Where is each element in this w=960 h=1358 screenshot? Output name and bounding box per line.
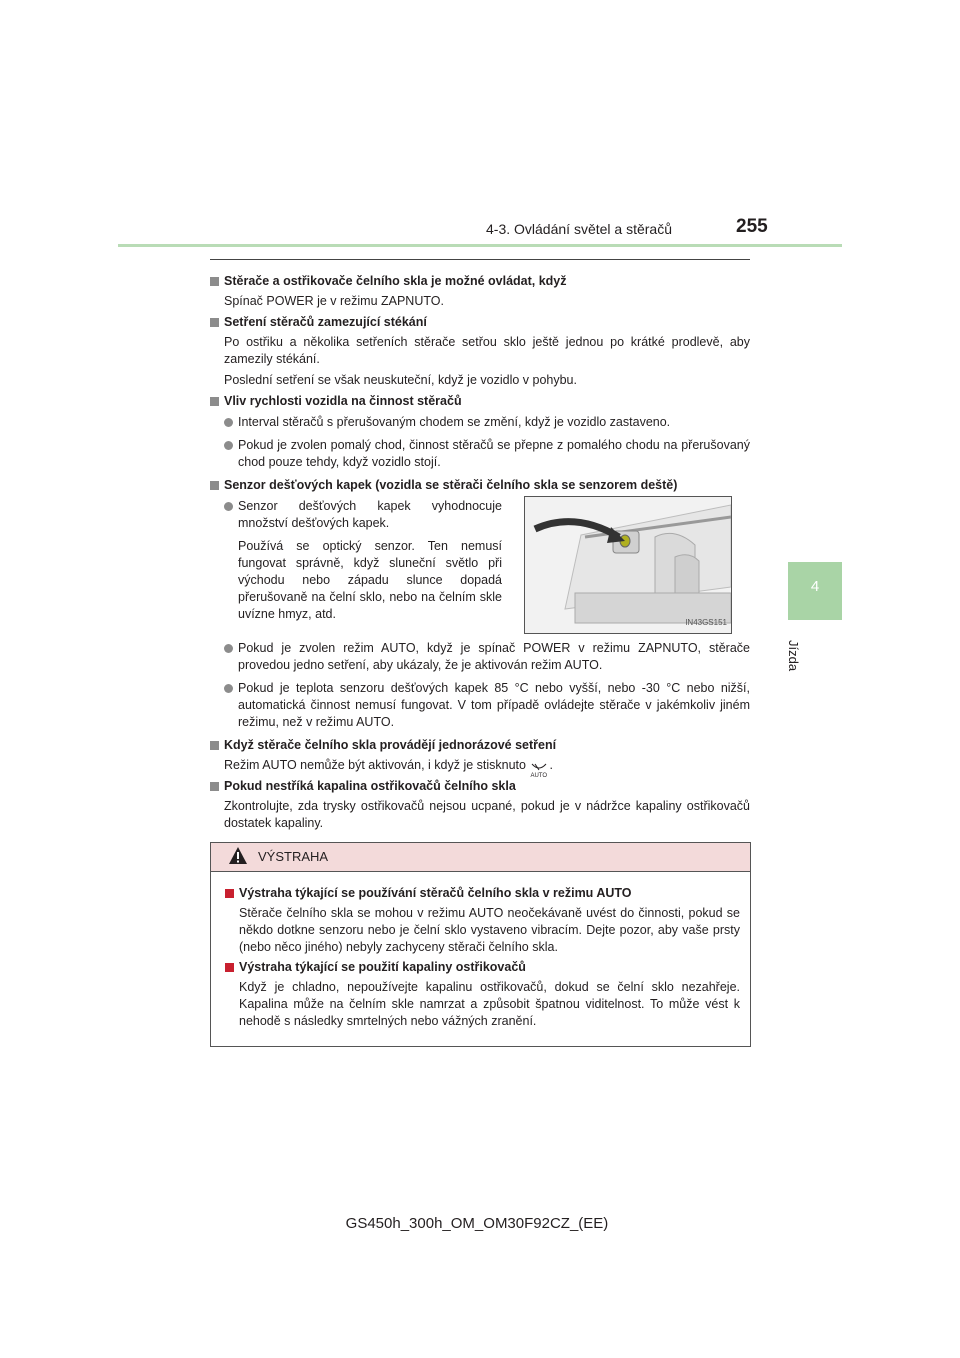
warning-heading: Výstraha týkající se používání stěračů čelního skla v režimu AUTO bbox=[225, 885, 740, 902]
page-number: 255 bbox=[736, 216, 768, 237]
warning-title: VÝSTRAHA bbox=[258, 849, 329, 864]
wiper-auto-icon: AUTO bbox=[529, 760, 549, 774]
section-title: 4-3. Ovládání světel a stěračů bbox=[486, 221, 672, 237]
section-text: Poslední setření se však neuskuteční, když je vozidlo v pohybu. bbox=[224, 373, 577, 387]
warning-text: Když je chladno, nepoužívejte kapalinu ostřikovačů, dokud se čelní sklo nezahřeje. Kapalina může na čelním skle namrzat a způsobit špatnou viditelnost. To může vést k nehodě s následky smrtelných nebo vážných zranění. bbox=[239, 980, 740, 1028]
bullet-paragraph: Používá se optický senzor. Ten nemusí fungovat správně, když sluneční světlo při východu nebo západu slunce dopadá přerušovaně na čelní sklo, nebo na čelním skle uvízne hmyz, atd. bbox=[238, 539, 502, 621]
section-heading: Stěrače a ostřikovače čelního skla je možné ovládat, když bbox=[210, 273, 750, 290]
chapter-number: 4 bbox=[810, 578, 820, 595]
bullet-item: Pokud je zvolen pomalý chod, činnost stěračů se přepne z pomalého chodu na přerušovaný chod pouze tehdy, když vozidlo stojí. bbox=[210, 437, 750, 471]
rain-sensor-block bbox=[210, 494, 750, 636]
square-bullet-icon bbox=[210, 397, 219, 406]
square-bullet-icon bbox=[210, 277, 219, 286]
bullet-item: Interval stěračů s přerušovaným chodem se změní, když je vozidlo zastaveno. bbox=[210, 414, 750, 431]
rain-sensor-text bbox=[210, 494, 502, 627]
section-text: Režim AUTO nemůže být aktivován, i když je stisknuto AUTO . bbox=[224, 758, 553, 779]
warning-box bbox=[210, 842, 751, 1047]
round-bullet-icon bbox=[224, 644, 233, 653]
section-heading: Když stěrače čelního skla provádějí jednorázové setření bbox=[210, 737, 750, 754]
square-bullet-icon bbox=[210, 481, 219, 490]
warning-triangle-icon bbox=[228, 846, 248, 865]
square-bullet-icon bbox=[225, 889, 234, 898]
figure-code: IN43GS151 bbox=[685, 618, 727, 627]
warning-text: Stěrače čelního skla se mohou v režimu AUTO neočekávaně uvést do činnosti, pokud se někdo dotkne senzoru nebo je čelní sklo vystaveno vibracím. Dejte pozor, aby vaše prsty (nebo něco jiného) nebyly zachyceny stěrači čelního skla. bbox=[239, 906, 740, 954]
section-text: Po ostřiku a několika setřeních stěrače setřou sklo ještě jednou po krátké prodlevě, aby zamezily stékání. bbox=[224, 335, 750, 366]
warning-heading: Výstraha týkající se použití kapaliny ostřikovačů bbox=[225, 959, 740, 976]
square-bullet-icon bbox=[210, 782, 219, 791]
content-rule bbox=[210, 259, 750, 260]
square-bullet-icon bbox=[210, 741, 219, 750]
chapter-label: Jízda bbox=[786, 640, 801, 672]
bullet-item: Pokud je teplota senzoru dešťových kapek 85 °C nebo vyšší, nebo -30 °C nebo nižší, automatická činnost nemusí fungovat. V tom případě ovládejte stěrače v jakémkoliv jiném režimu, než v režimu AUTO. bbox=[210, 680, 750, 731]
section-text: Zkontrolujte, zda trysky ostřikovačů nejsou ucpané, pokud je v nádržce kapaliny ostřikovačů dostatek kapaliny. bbox=[224, 799, 750, 830]
warning-header bbox=[211, 843, 750, 872]
square-bullet-icon bbox=[225, 963, 234, 972]
section-text: Spínač POWER je v režimu ZAPNUTO. bbox=[224, 294, 444, 308]
bullet-item: Pokud je zvolen režim AUTO, když je spínač POWER v režimu ZAPNUTO, stěrače provedou jedno setření, aby ukázaly, že je aktivován režim AUTO. bbox=[210, 640, 750, 674]
windshield-sensor-image bbox=[525, 497, 731, 633]
section-heading: Setření stěračů zamezující stékání bbox=[210, 314, 750, 331]
rain-sensor-illustration bbox=[524, 496, 732, 634]
round-bullet-icon bbox=[224, 441, 233, 450]
header-divider bbox=[118, 244, 842, 247]
square-bullet-icon bbox=[210, 318, 219, 327]
section-heading: Pokud nestříká kapalina ostřikovačů čelního skla bbox=[210, 778, 750, 795]
section-heading: Vliv rychlosti vozidla na činnost stěračů bbox=[210, 393, 750, 410]
section-heading: Senzor dešťových kapek (vozidla se stěrači čelního skla se senzorem deště) bbox=[210, 477, 750, 494]
round-bullet-icon bbox=[224, 684, 233, 693]
bullet-item: Senzor dešťových kapek vyhodnocuje množství dešťových kapek. bbox=[210, 498, 502, 532]
round-bullet-icon bbox=[224, 502, 233, 511]
round-bullet-icon bbox=[224, 418, 233, 427]
warning-body bbox=[211, 872, 750, 1030]
main-content bbox=[210, 270, 750, 836]
document-footer: GS450h_300h_OM_OM30F92CZ_(EE) bbox=[345, 1215, 609, 1232]
